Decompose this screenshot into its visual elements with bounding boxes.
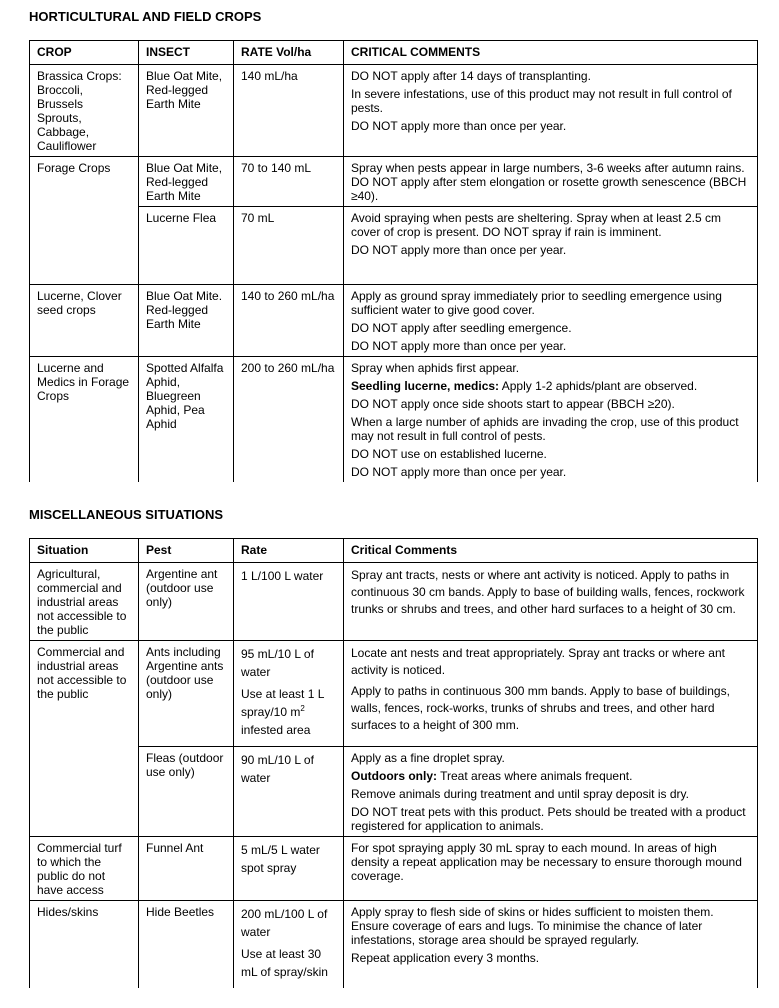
rate-text — [241, 685, 336, 739]
comment-text: In severe infestations, use of this product may not result in full control of pests. — [351, 87, 732, 115]
header-rate: Rate — [234, 539, 344, 563]
table-row — [30, 65, 758, 157]
comments-cell — [344, 157, 758, 207]
crop-cell: Brassica Crops: Broccoli, Brussels Sprouts, Cabbage, Cauliflower — [30, 65, 139, 157]
comment-bold-rest: Treat areas where animals frequent. — [437, 769, 633, 783]
table-row — [30, 747, 758, 837]
comments-cell — [344, 357, 758, 483]
rate-text-part: Use at least 1 L spray/10 m — [241, 687, 324, 719]
header-pest: Pest — [139, 539, 234, 563]
header-situation: Situation — [30, 539, 139, 563]
comments-cell — [344, 747, 758, 837]
comment-text: Apply to paths in continuous 300 mm bands. Apply to base of buildings, walls, fences, rock-works, trunks of shrubs and trees, and other hard surfaces to a height of 300 mm. — [351, 684, 730, 732]
comment-text: Avoid spraying when pests are sheltering. Spray when at least 2.5 cm cover of crop is present. DO NOT spray if rain is imminent. — [351, 211, 721, 239]
comment-text: DO NOT apply after seedling emergence. — [351, 321, 572, 335]
situation-cell: Commercial turf to which the public do not have access — [30, 837, 139, 901]
crop-cell: Lucerne, Clover seed crops — [30, 285, 139, 357]
comment-text: Spray when pests appear in large numbers, 3-6 weeks after autumn rains. DO NOT apply after stem elongation or rosette growth senescence (BBCH ≥40). — [351, 161, 747, 203]
pest-cell: Funnel Ant — [139, 837, 234, 901]
comments-cell — [344, 285, 758, 357]
table-row — [30, 901, 758, 989]
insect-cell: Lucerne Flea — [139, 207, 234, 285]
comment-bold-rest: Apply 1-2 aphids/plant are observed. — [499, 379, 698, 393]
comment-text: When a large number of aphids are invading the crop, use of this product may not result in full control of pests. — [351, 415, 739, 443]
comment-text — [351, 379, 750, 393]
table-row — [30, 157, 758, 207]
section-title-miscellaneous: MISCELLANEOUS SITUATIONS — [29, 507, 224, 522]
situation-cell: Agricultural, commercial and industrial areas not accessible to the public — [30, 563, 139, 641]
table-header-row — [30, 41, 758, 65]
comment-text: DO NOT treat pets with this product. Pets should be treated with a product registered for application to animals. — [351, 805, 746, 833]
comment-text: Spray ant tracts, nests or where ant activity is noticed. Apply to paths in continuous 30 cm bands. Apply to base of building walls, fences, rockwork trunks or shrubs and trees, and other hard surfaces to a height of 30 cm. — [351, 568, 745, 616]
comment-text: Spray when aphids first appear. — [351, 361, 520, 375]
rate-cell — [234, 747, 344, 837]
situation-cell: Hides/skins — [30, 901, 139, 989]
header-insect: INSECT — [139, 41, 234, 65]
rate-text: 5 mL/5 L water spot spray — [241, 843, 320, 875]
horticultural-crops-table — [29, 40, 758, 482]
comments-cell — [344, 901, 758, 989]
table-row — [30, 357, 758, 483]
comment-text: Apply as ground spray immediately prior to seedling emergence using sufficient water to give good cover. — [351, 289, 722, 317]
comment-text: Remove animals during treatment and until spray deposit is dry. — [351, 787, 689, 801]
comment-text: DO NOT apply once side shoots start to appear (BBCH ≥20). — [351, 397, 675, 411]
rate-cell — [234, 837, 344, 901]
section-title-horticultural: HORTICULTURAL AND FIELD CROPS — [29, 9, 262, 24]
comment-bold-label: Outdoors only: — [351, 769, 437, 783]
miscellaneous-situations-table — [29, 538, 758, 988]
pest-cell: Argentine ant (outdoor use only) — [139, 563, 234, 641]
rate-cell: 140 to 260 mL/ha — [234, 285, 344, 357]
comment-text — [351, 769, 750, 783]
rate-cell — [234, 563, 344, 641]
situation-cell: Commercial and industrial areas not accessible to the public — [30, 641, 139, 837]
rate-text: 90 mL/10 L of water — [241, 753, 314, 785]
comment-text: For spot spraying apply 30 mL spray to each mound. In areas of high density a repeat application may be necessary to ensure thorough mound coverage. — [351, 841, 742, 883]
comments-cell — [344, 65, 758, 157]
comment-text: Repeat application every 3 months. — [351, 951, 540, 965]
table-row — [30, 207, 758, 285]
insect-cell: Blue Oat Mite. Red-legged Earth Mite — [139, 285, 234, 357]
comment-bold-label: Seedling lucerne, medics: — [351, 379, 500, 393]
rate-cell: 140 mL/ha — [234, 65, 344, 157]
rate-cell — [234, 901, 344, 989]
crop-cell: Forage Crops — [30, 157, 139, 285]
comments-cell — [344, 837, 758, 901]
comments-cell — [344, 641, 758, 747]
header-comments: CRITICAL COMMENTS — [344, 41, 758, 65]
insect-cell: Blue Oat Mite, Red-legged Earth Mite — [139, 157, 234, 207]
rate-cell: 200 to 260 mL/ha — [234, 357, 344, 483]
superscript: 2 — [300, 704, 305, 713]
table-header-row — [30, 539, 758, 563]
table-row — [30, 837, 758, 901]
rate-text: 1 L/100 L water — [241, 569, 324, 583]
crop-cell: Lucerne and Medics in Forage Crops — [30, 357, 139, 483]
table-row — [30, 641, 758, 747]
rate-text-part: infested area — [241, 723, 311, 737]
rate-cell: 70 mL — [234, 207, 344, 285]
comment-text: Apply spray to flesh side of skins or hides sufficient to moisten them. Ensure coverage of ears and lugs. To minimise the chance of later infestations, storage area should be sprayed regularly. — [351, 905, 714, 947]
rate-text: 200 mL/100 L of water — [241, 907, 328, 939]
comment-text: Locate ant nests and treat appropriately. Spray ant tracks or where ant activity is noticed. — [351, 646, 725, 677]
insect-cell: Spotted Alfalfa Aphid, Bluegreen Aphid, Pea Aphid — [139, 357, 234, 483]
comment-text: DO NOT apply more than once per year. — [351, 339, 567, 353]
comment-text: DO NOT apply after 14 days of transplanting. — [351, 69, 591, 83]
comment-text: Apply as a fine droplet spray. — [351, 751, 505, 765]
comment-text: DO NOT apply more than once per year. — [351, 119, 567, 133]
comments-cell — [344, 207, 758, 285]
comment-text: DO NOT apply more than once per year. — [351, 465, 567, 479]
pest-cell: Ants including Argentine ants (outdoor use only) — [139, 641, 234, 747]
table-row — [30, 285, 758, 357]
rate-text: Use at least 30 mL of spray/skin — [241, 947, 328, 979]
header-rate: RATE Vol/ha — [234, 41, 344, 65]
rate-cell: 70 to 140 mL — [234, 157, 344, 207]
rate-text: 95 mL/10 L of water — [241, 647, 314, 679]
header-comments: Critical Comments — [344, 539, 758, 563]
pest-cell: Fleas (outdoor use only) — [139, 747, 234, 837]
comments-cell — [344, 563, 758, 641]
comment-text: DO NOT use on established lucerne. — [351, 447, 547, 461]
table-row — [30, 563, 758, 641]
pest-cell: Hide Beetles — [139, 901, 234, 989]
header-crop: CROP — [30, 41, 139, 65]
comment-text: DO NOT apply more than once per year. — [351, 243, 567, 257]
insect-cell: Blue Oat Mite, Red-legged Earth Mite — [139, 65, 234, 157]
rate-cell — [234, 641, 344, 747]
